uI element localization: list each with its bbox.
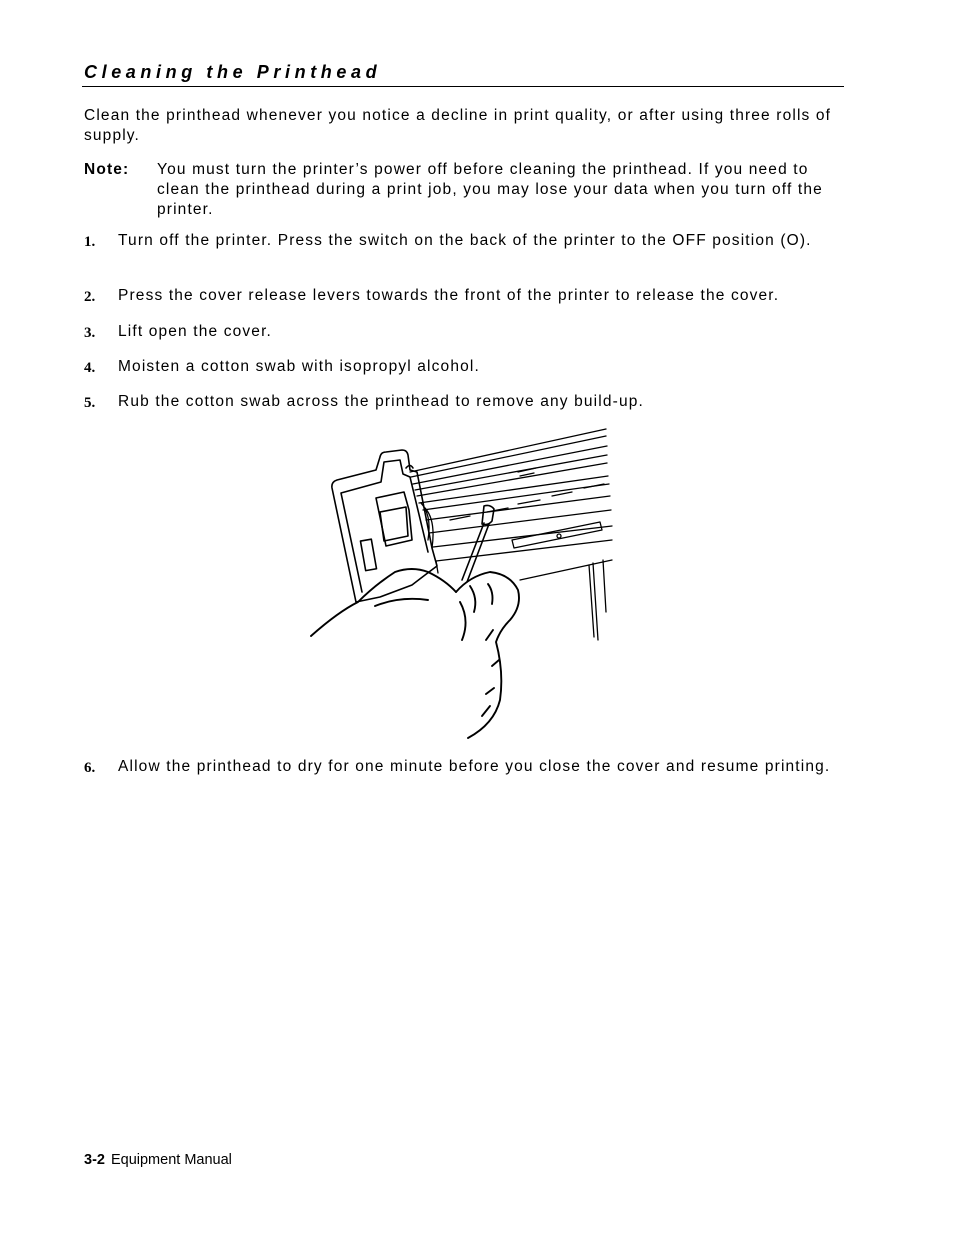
step-text: Allow the printhead to dry for one minute before you close the cover and resume printing. [118,758,831,775]
hand [311,569,519,738]
step-text: Turn off the printer. Press the switch on the back of the printer to the OFF position (O). [118,232,812,249]
manual-name: Equipment Manual [110,1152,232,1168]
note-label: Note: [84,161,130,178]
printhead-assembly [410,429,612,640]
page-number: 3-2 [84,1152,105,1168]
page-footer [84,1152,232,1168]
step-text: Lift open the cover. [118,323,272,340]
section-title: Cleaning the Printhead [84,62,382,82]
step-text: Moisten a cotton swab with isopropyl alcohol. [118,358,480,375]
title-rule [82,86,844,87]
note-text: You must turn the printer’s power off before cleaning the printhead. If you need to clean the printhead during a print job, you may lose your data when you turn off the printer. [157,161,823,218]
step-number: 5. [84,395,96,411]
step-number: 3. [84,325,96,341]
step-number: 2. [84,289,96,305]
printhead-cleaning-illustration [300,420,630,750]
step-text: Press the cover release levers towards the front of the printer to release the cover. [118,287,780,304]
step-number: 6. [84,760,96,776]
step-text: Rub the cotton swab across the printhead to remove any build-up. [118,393,644,410]
step-number: 1. [84,234,96,250]
intro-paragraph: Clean the printhead whenever you notice a decline in print quality, or after using three rolls of supply. [84,107,832,144]
step-number: 4. [84,360,96,376]
